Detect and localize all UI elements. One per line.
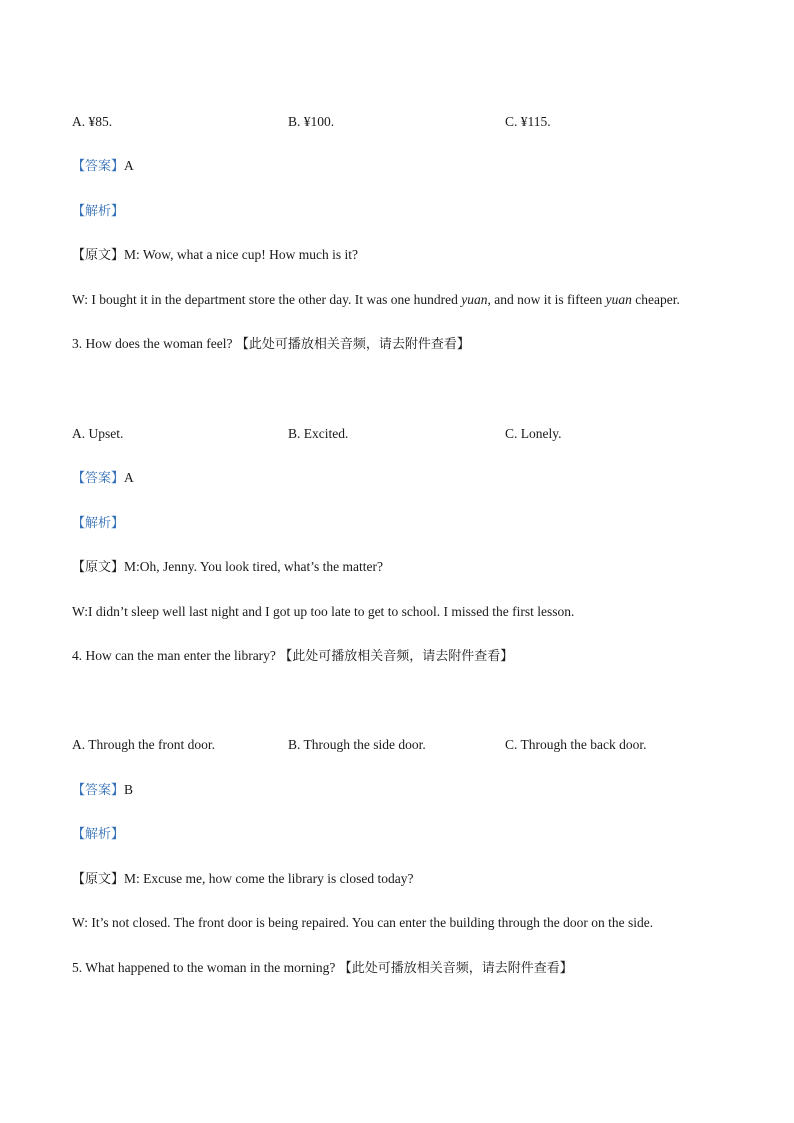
question-text: 5. What happened to the woman in the morning? (72, 960, 339, 975)
q3-analysis (72, 514, 722, 533)
q2-option-c: C. ¥115. (505, 114, 551, 129)
answer-tag: 【答案】 (72, 783, 125, 798)
dialogue-woman-part3: cheaper. (631, 292, 680, 307)
q4-option-c: C. Through the back door. (505, 737, 647, 752)
answer-value: A (124, 158, 134, 173)
dialogue-man: M: Excuse me, how come the library is closed today? (124, 871, 414, 886)
dialogue-man: M: Wow, what a nice cup! How much is it? (124, 247, 359, 262)
audio-note[interactable]: 【此处可播放相关音频，请去附件查看】 (338, 961, 573, 976)
question-text: 4. How can the man enter the library? (72, 648, 280, 663)
dialogue-woman-part2: , and now it is fifteen (487, 292, 606, 307)
original-tag: 【原文】 (72, 872, 125, 887)
dialogue-woman: W:I didn’t sleep well last night and I got up too late to get to school. I missed the first lesson. (72, 604, 575, 619)
dialogue-woman-part1: W: I bought it in the department store the other day. It was one hundred (72, 292, 462, 307)
q2-original-m (72, 246, 722, 265)
dialogue-man: M:Oh, Jenny. You look tired, what’s the matter? (124, 559, 383, 574)
q3-original-m (72, 558, 722, 577)
answer-value: A (124, 470, 134, 485)
dialogue-woman: W: It’s not closed. The front door is being repaired. You can enter the building through the door on the side. (72, 915, 654, 930)
question-text: 3. How does the woman feel? (72, 336, 236, 351)
q4-question (72, 647, 722, 666)
q3-option-a: A. Upset. (72, 426, 124, 441)
q2-option-b: B. ¥100. (288, 114, 335, 129)
q3-original-w (72, 603, 722, 621)
q4-original-w (72, 914, 722, 932)
answer-value: B (124, 782, 134, 797)
dialogue-woman-yuan1: yuan (461, 292, 488, 307)
analysis-tag: 【解析】 (72, 516, 125, 531)
q2-option-a: A. ¥85. (72, 114, 113, 129)
dialogue-woman-yuan2: yuan (605, 292, 632, 307)
q3-question (72, 335, 722, 354)
analysis-tag: 【解析】 (72, 827, 125, 842)
q2-analysis (72, 202, 722, 221)
q3-option-c: C. Lonely. (505, 426, 562, 441)
q4-original-m (72, 870, 722, 889)
audio-note[interactable]: 【此处可播放相关音频，请去附件查看】 (235, 337, 470, 352)
analysis-tag: 【解析】 (72, 204, 125, 219)
q4-analysis (72, 825, 722, 844)
q2-original-w (72, 291, 722, 309)
q2-answer (72, 157, 722, 176)
original-tag: 【原文】 (72, 560, 125, 575)
q3-answer (72, 469, 722, 488)
q5-question (72, 959, 722, 978)
q4-answer (72, 781, 722, 800)
audio-note[interactable]: 【此处可播放相关音频，请去附件查看】 (279, 649, 514, 664)
answer-tag: 【答案】 (72, 471, 125, 486)
q4-option-b: B. Through the side door. (288, 737, 426, 752)
q3-option-b: B. Excited. (288, 426, 349, 441)
original-tag: 【原文】 (72, 248, 125, 263)
answer-tag: 【答案】 (72, 159, 125, 174)
q4-option-a: A. Through the front door. (72, 737, 215, 752)
